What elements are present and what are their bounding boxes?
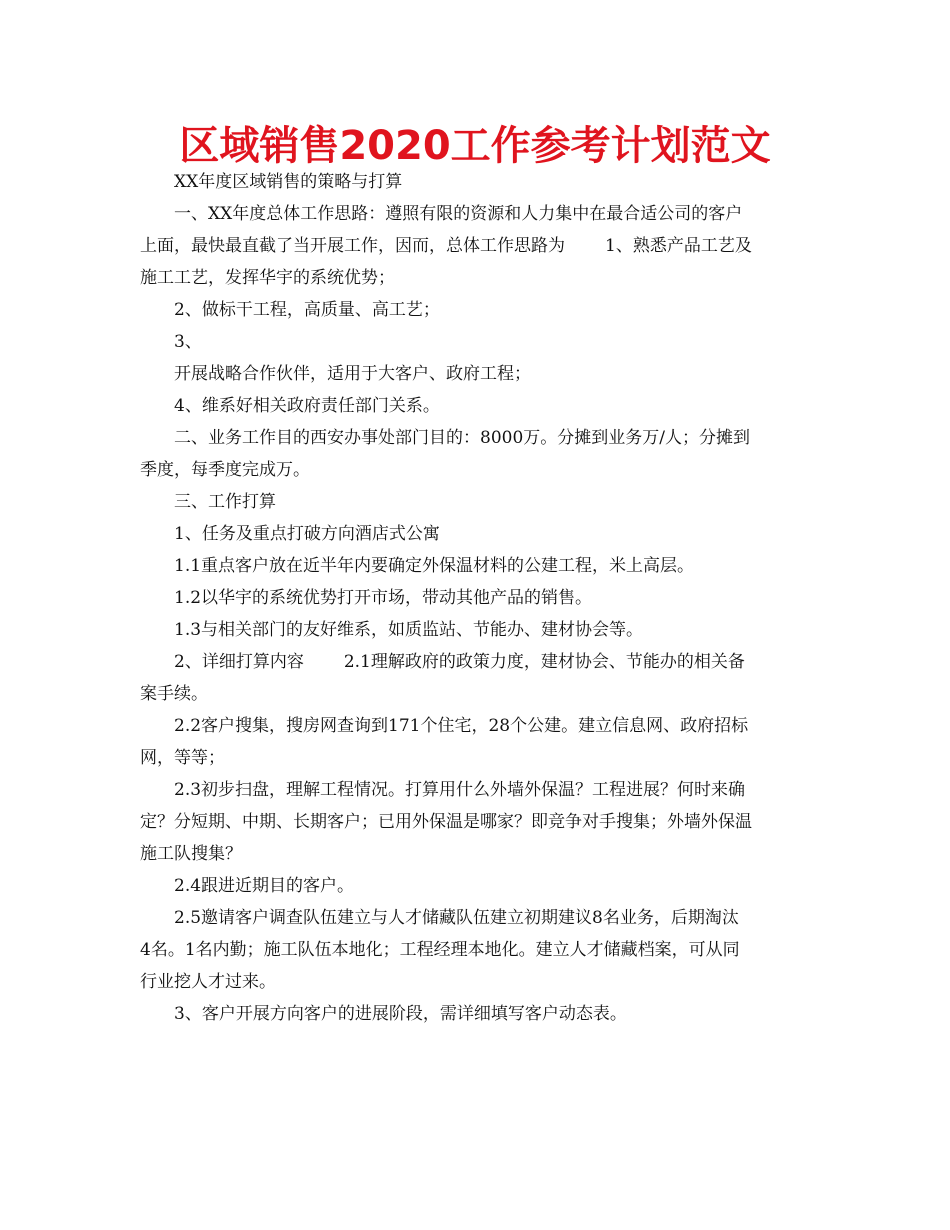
- line-text: 1.2以华宇的系统优势打开市场，带动其他产品的销售。: [174, 588, 593, 608]
- line-text: 季度，每季度完成万。: [140, 460, 310, 480]
- line-text: 2.3初步扫盘，理解工程情况。打算用什么外墙外保温？工程进展？何时来确: [174, 780, 746, 800]
- document-title: 区域销售2020工作参考计划范文: [179, 123, 771, 169]
- line-6: [140, 326, 812, 358]
- line-text: 上面，最快最直截了当开展工作，因而，总体工作思路为: [140, 236, 565, 256]
- line-text: 三、工作打算: [174, 492, 276, 512]
- line-text: 2.1理解政府的政策力度，建材协会、节能办的相关备: [343, 652, 745, 672]
- line-12: [140, 518, 812, 550]
- line-text: 1.3与相关部门的友好维系，如质监站、节能办、建材协会等。: [174, 620, 644, 640]
- line-23: [140, 870, 812, 902]
- line-text: 4名。1名内勤；施工队伍本地化；工程经理本地化。建立人才储藏档案，可从同: [140, 940, 740, 960]
- line-15: [140, 614, 812, 646]
- line-7: [140, 358, 812, 390]
- line-text: 2、详细打算内容: [174, 652, 304, 672]
- line-19: [140, 742, 812, 774]
- line-16: [140, 646, 812, 678]
- line-11: [140, 486, 812, 518]
- line-text: 4、维系好相关政府责任部门关系。: [174, 396, 440, 416]
- line-text: 2.2客户搜集，搜房网查询到171个住宅，28个公建。建立信息网、政府招标: [174, 716, 749, 736]
- line-9: [140, 422, 812, 454]
- line-text: 3、客户开展方向客户的进展阶段，需详细填写客户动态表。: [174, 1004, 627, 1024]
- line-10: [140, 454, 812, 486]
- line-2: [140, 198, 812, 230]
- line-text: 2、做标干工程，高质量、高工艺；: [174, 300, 440, 320]
- line-text: 一、XX年度总体工作思路：遵照有限的资源和人力集中在最合适公司的客户: [174, 204, 743, 224]
- line-5: [140, 294, 812, 326]
- line-21: [140, 806, 812, 838]
- line-14: [140, 582, 812, 614]
- line-text: 2.4跟进近期目的客户。: [174, 876, 355, 896]
- line-text: XX年度区域销售的策略与打算: [174, 172, 403, 192]
- line-text: 案手续。: [140, 684, 208, 704]
- line-22: [140, 838, 812, 870]
- line-text: 开展战略合作伙伴，适用于大客户、政府工程；: [174, 364, 531, 384]
- line-text: 网，等等；: [140, 748, 225, 768]
- line-3: [140, 230, 812, 262]
- line-text: 3、: [174, 332, 202, 352]
- line-text: 定？分短期、中期、长期客户；已用外保温是哪家？即竞争对手搜集；外墙外保温: [140, 812, 752, 832]
- line-text: 施工队搜集？: [140, 844, 242, 864]
- line-text: 二、业务工作目的西安办事处部门目的：8000万。分摊到业务万/人；分摊到: [174, 428, 750, 448]
- line-text: 1.1重点客户放在近半年内要确定外保温材料的公建工程，米上高层。: [174, 556, 695, 576]
- line-18: [140, 710, 812, 742]
- document-body: [140, 166, 812, 1030]
- line-text: 行业挖人才过来。: [140, 972, 276, 992]
- line-24: [140, 902, 812, 934]
- line-17: [140, 678, 812, 710]
- line-25: [140, 934, 812, 966]
- line-1: [140, 166, 812, 198]
- line-8: [140, 390, 812, 422]
- line-13: [140, 550, 812, 582]
- line-text: 1、任务及重点打破方向酒店式公寓: [174, 524, 440, 544]
- line-text: 1、熟悉产品工艺及: [605, 236, 752, 256]
- line-20: [140, 774, 812, 806]
- line-4: [140, 262, 812, 294]
- line-26: [140, 966, 812, 998]
- line-text: 2.5邀请客户调查队伍建立与人才储藏队伍建立初期建议8名业务，后期淘汰: [174, 908, 739, 928]
- line-27: [140, 998, 812, 1030]
- line-text: 施工工艺，发挥华宇的系统优势；: [140, 268, 395, 288]
